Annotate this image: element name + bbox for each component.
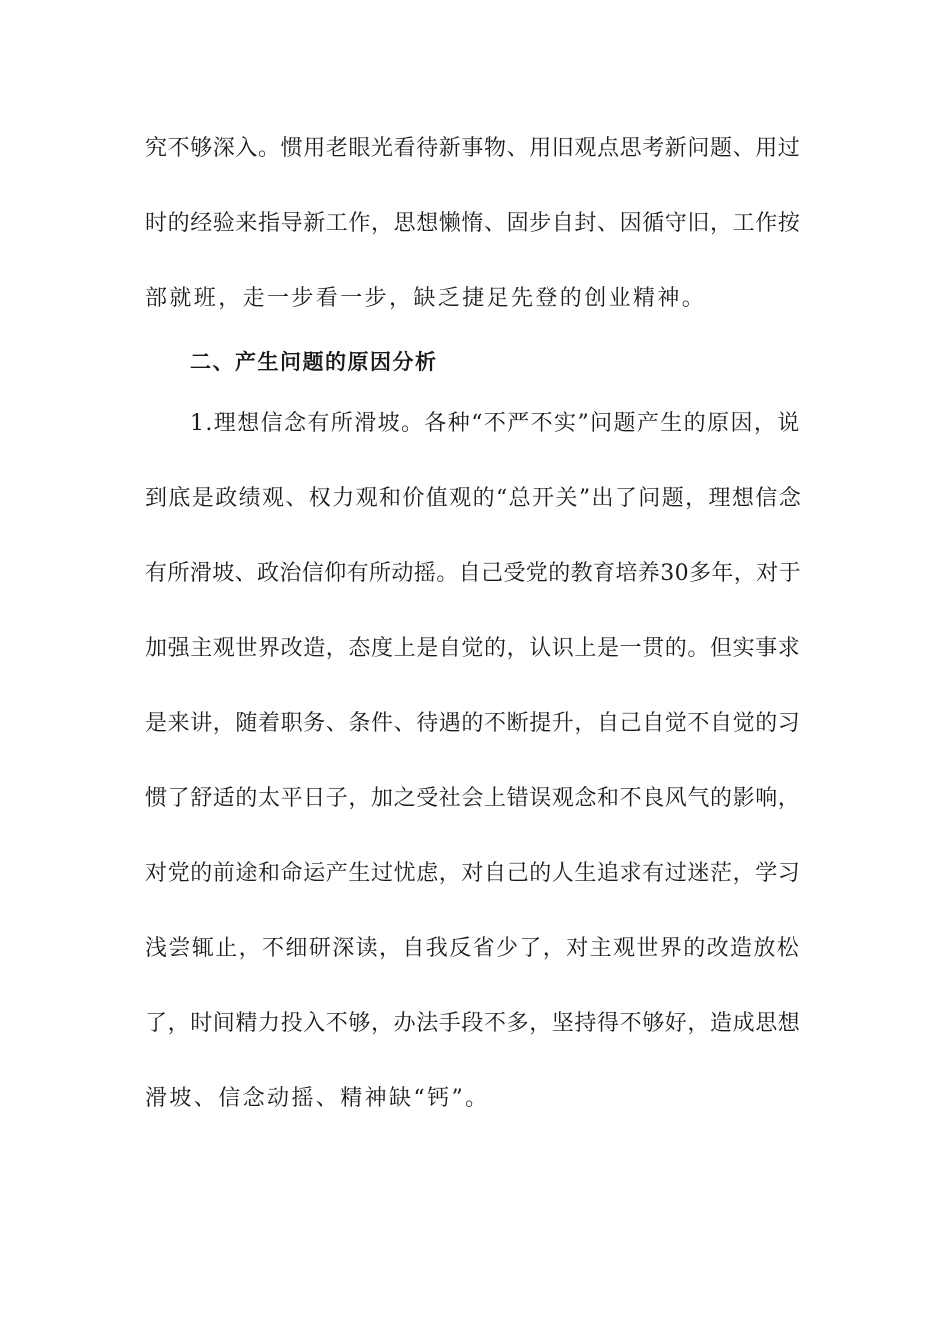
text-line: 滑坡、信念动摇、精神缺“钙”。	[145, 1086, 490, 1111]
text-line: 时的经验来指导新工作，思想懒惰、固步自封、因循守旧，工作按	[145, 211, 801, 236]
text-line: 有所滑坡、政治信仰有所动摇。自己受党的教育培养30多年，对于	[145, 561, 801, 586]
text-line: 加强主观世界改造，态度上是自觉的，认识上是一贯的。但实事求	[145, 636, 801, 661]
text-line: 是来讲，随着职务、条件、待遇的不断提升，自己自觉不自觉的习	[145, 711, 801, 736]
text-line: 1.理想信念有所滑坡。各种“不严不实”问题产生的原因，说	[190, 411, 801, 436]
text-line: 部就班，走一步看一步，缺乏捷足先登的创业精神。	[145, 286, 707, 311]
text-line: 到底是政绩观、权力观和价值观的“总开关”出了问题，理想信念	[145, 486, 803, 511]
section-heading: 二、产生问题的原因分析	[190, 350, 438, 374]
text-line: 究不够深入。惯用老眼光看待新事物、用旧观点思考新问题、用过	[145, 136, 801, 161]
text-line: 对党的前途和命运产生过忧虑，对自己的人生追求有过迷茫，学习	[145, 861, 801, 886]
text-line: 惯了舒适的太平日子，加之受社会上错误观念和不良风气的影响，	[145, 786, 801, 811]
text-line: 浅尝辄止，不细研深读，自我反省少了，对主观世界的改造放松	[145, 936, 801, 961]
text-line: 了，时间精力投入不够，办法手段不多，坚持得不够好，造成思想	[145, 1011, 801, 1036]
